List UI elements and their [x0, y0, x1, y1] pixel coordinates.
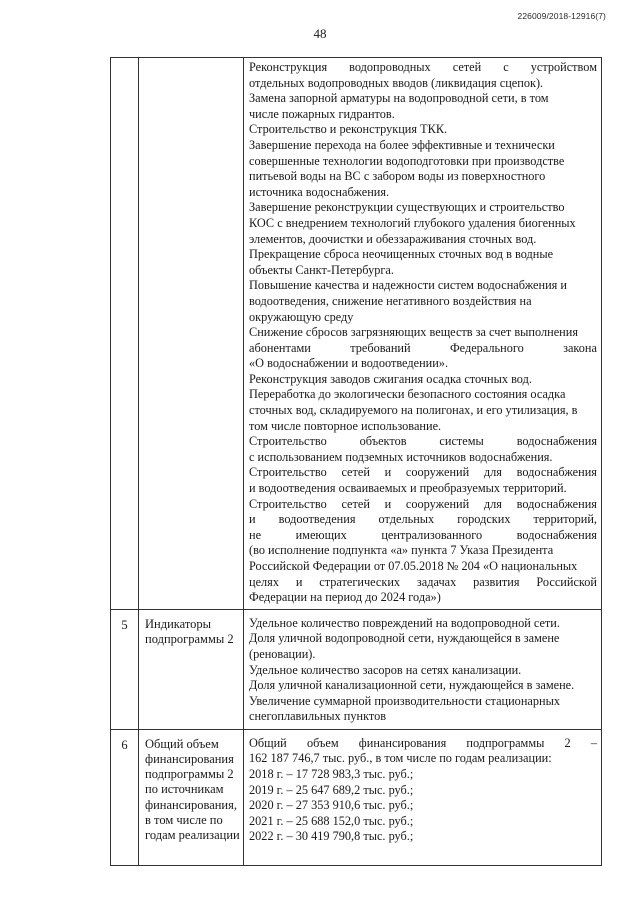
word: для	[483, 465, 502, 480]
table-row	[111, 58, 602, 610]
word: Общий	[249, 735, 287, 750]
text-line: отдельных водопроводных вводов (ликвидация сцепок).	[249, 75, 544, 90]
row-number: 5	[111, 609, 139, 729]
word: Российской	[536, 574, 597, 589]
word: подпрограммы	[466, 735, 545, 750]
word: Строительство	[249, 465, 327, 480]
word: Строительство	[249, 496, 327, 511]
text-line: Завершение реконструкции существующих и строительство	[249, 200, 565, 215]
word: с	[503, 60, 509, 74]
word: городских	[457, 512, 511, 527]
text-line: Российской Федерации от 07.05.2018 № 204 «О национальных	[249, 559, 578, 573]
document-id: 226009/2018-12916(7)	[517, 11, 606, 21]
word: устройством	[530, 60, 597, 74]
label-line: финансирования	[145, 751, 234, 766]
label-line: в том числе по	[145, 812, 223, 827]
word: и	[384, 496, 392, 511]
row-content	[244, 609, 602, 729]
text-line: том числе повторное использование.	[249, 418, 442, 433]
row-content	[244, 729, 602, 865]
text-line	[249, 512, 597, 528]
word: объектов	[359, 434, 407, 449]
text-line: совершенные технологии водоподготовки при производстве	[249, 153, 565, 168]
text-line: Доля уличной водопроводной сети, нуждающейся в замене	[249, 631, 560, 646]
text-line: 2021 г. – 25 688 152,0 тыс. руб.;	[249, 813, 414, 828]
label-line: финансирования,	[145, 797, 237, 812]
text-line	[249, 341, 597, 357]
text-line: числе пожарных гидрантов.	[249, 106, 395, 121]
word: водоснабжения	[516, 527, 597, 542]
row-content	[244, 58, 602, 610]
text-line: объекты Санкт-Петербурга.	[249, 262, 394, 277]
word: Строительство	[249, 434, 327, 449]
row-label	[139, 58, 244, 610]
word: и	[249, 512, 256, 527]
word: требований	[350, 340, 411, 355]
text-line: Прекращение сброса неочищенных сточных вод в водные	[249, 247, 554, 262]
text-line	[249, 575, 597, 591]
table-row	[111, 609, 602, 729]
text-line	[249, 528, 597, 544]
word: развития	[473, 574, 520, 589]
text-line: Реконструкция заводов сжигания осадка сточных вод.	[249, 371, 532, 386]
word: имеющих	[295, 527, 347, 542]
text-line: 162 187 746,7 тыс. руб., в том числе по годам реализации:	[249, 751, 552, 766]
label-line: по источникам	[145, 782, 224, 797]
text-line: элементов, доочистки и обеззараживания сточных вод.	[249, 231, 537, 246]
page-number: 48	[313, 26, 327, 41]
word: сетей	[341, 496, 370, 511]
word: водоснабжения	[516, 496, 597, 511]
text-line: питьевой воды на ВС с забором воды из поверхностного	[249, 169, 546, 184]
text-line	[249, 465, 597, 481]
text-line: 2018 г. – 17 728 983,3 тыс. руб.;	[249, 766, 414, 781]
label-line: Общий объем	[145, 736, 219, 751]
text-line: Федерации на период до 2024 года»)	[249, 590, 441, 605]
word: водоснабжения	[516, 465, 597, 480]
text-line: источника водоснабжения.	[249, 184, 390, 199]
word: закона	[563, 340, 597, 355]
word: не	[249, 527, 262, 542]
text-line: Удельное количество засоров на сетях канализации.	[249, 662, 522, 677]
text-line: Повышение качества и надежности систем водоснабжения и	[249, 278, 567, 293]
text-line	[249, 736, 597, 752]
text-line: Доля уличной канализационной сети, нуждающейся в замене.	[249, 678, 575, 693]
label-line: подпрограммы 2	[145, 631, 234, 646]
row-label	[139, 609, 244, 729]
word: и	[384, 465, 392, 480]
word: Реконструкция	[249, 60, 328, 74]
text-line: Завершение перехода на более эффективные и технически	[249, 137, 555, 152]
word: территорий,	[533, 512, 597, 527]
word: объем	[306, 735, 339, 750]
word: отдельных	[378, 512, 435, 527]
word: стратегических	[319, 574, 401, 589]
word: –	[590, 735, 597, 750]
word: сетей	[341, 465, 370, 480]
text-line: Переработка до экологически безопасного состояния осадка	[249, 387, 566, 402]
word: централизованного	[381, 527, 483, 542]
word: целях	[249, 574, 279, 589]
text-line: снегоплавильных пунктов	[249, 709, 387, 724]
program-passport-table	[110, 57, 602, 866]
word: абонентами	[249, 340, 311, 355]
text-line: Замена запорной арматуры на водопроводной сети, в том	[249, 91, 549, 106]
word: для	[483, 496, 502, 511]
text-line	[249, 434, 597, 450]
text-line: Снижение сбросов загрязняющих веществ за счет выполнения	[249, 325, 578, 340]
text-line	[249, 497, 597, 513]
word: водоотведения	[278, 512, 356, 527]
text-line	[249, 60, 597, 76]
label-line: годам реализации	[145, 828, 240, 842]
text-line: «О водоснабжении и водоотведении».	[249, 356, 449, 371]
word: водопроводных	[349, 60, 431, 74]
word: задачах	[416, 574, 457, 589]
word: сооружений	[405, 496, 470, 511]
word: системы	[439, 434, 484, 449]
row-label	[139, 729, 244, 865]
text-line: Строительство и реконструкция ТКК.	[249, 122, 448, 137]
word: и	[295, 574, 303, 589]
word: водоснабжения	[516, 434, 597, 449]
word: сетей	[452, 60, 482, 74]
word: 2	[564, 735, 571, 750]
row-number: 6	[111, 729, 139, 865]
text-line: водоотведения, снижение негативного воздействия на	[249, 293, 532, 308]
text-line: и водоотведения осваиваемых и преобразуемых территорий.	[249, 481, 567, 496]
text-line: 2019 г. – 25 647 689,2 тыс. руб.;	[249, 782, 414, 797]
word: сооружений	[405, 465, 470, 480]
text-line: (во исполнение подпункта «а» пункта 7 Указа Президента	[249, 543, 554, 558]
text-line: (реновации).	[249, 646, 316, 661]
word: финансирования	[358, 735, 447, 750]
word: Федерального	[449, 340, 524, 355]
label-line: Индикаторы	[145, 616, 212, 631]
text-line: окружающую среду	[249, 309, 354, 324]
text-line: 2020 г. – 27 353 910,6 тыс. руб.;	[249, 798, 414, 813]
row-number	[111, 58, 139, 610]
label-line: подпрограммы 2	[145, 767, 234, 782]
text-line: 2022 г. – 30 419 790,8 тыс. руб.;	[249, 829, 414, 844]
table-row	[111, 729, 602, 865]
text-line: с использованием подземных источников водоснабжения.	[249, 449, 553, 464]
text-line: КОС с внедрением технологий глубокого удаления биогенных	[249, 215, 576, 230]
text-line: сточных вод, складируемого на полигонах, и его утилизация, в	[249, 403, 578, 418]
text-line: Удельное количество повреждений на водопроводной сети.	[249, 615, 560, 630]
text-line: Увеличение суммарной производительности стационарных	[249, 693, 561, 708]
